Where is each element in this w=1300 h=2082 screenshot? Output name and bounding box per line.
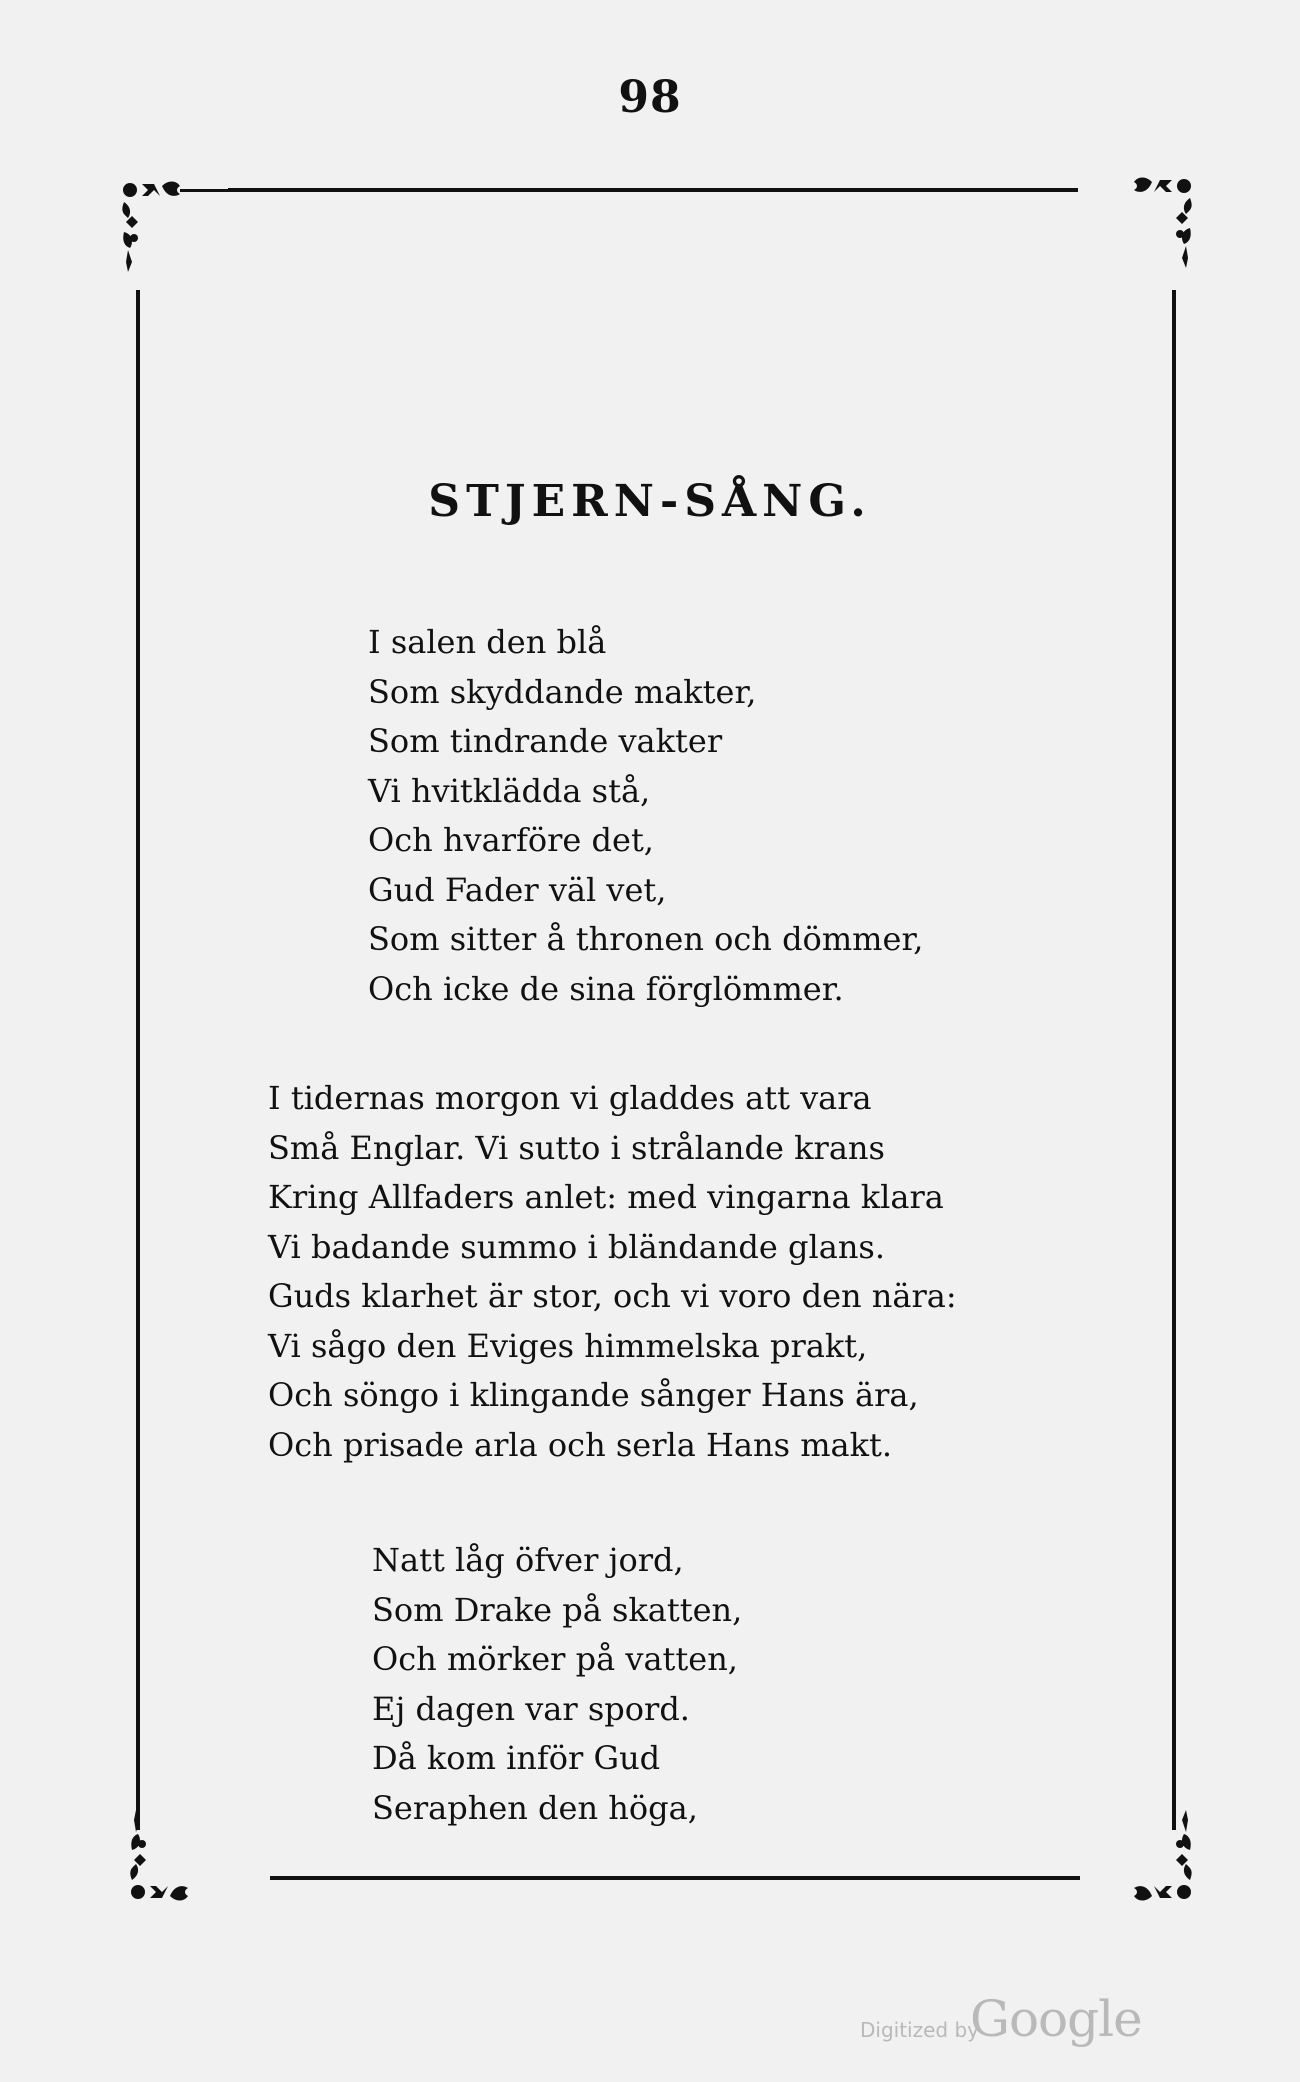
poem-line: Och prisade arla och serla Hans makt. [268,1425,893,1464]
poem-line: Ej dagen var spord. [372,1689,690,1728]
poem-line: Vi hvitklädda stå, [368,771,651,810]
poem-line: Som Drake på skatten, [372,1590,743,1629]
stanza-2 [268,1074,957,1470]
poem-line: Som skyddande makter, [368,672,757,711]
poem-line: Gud Fader väl vet, [368,870,667,909]
poem-line: Natt låg öfver jord, [372,1541,684,1579]
poem-line: Små Englar. Vi sutto i strålande krans [268,1128,885,1167]
poem-line: Seraphen den höga, [372,1788,698,1827]
poem-line: Som sitter å thronen och dömmer, [368,920,924,958]
poem-line: I tidernas morgon vi gladdes att vara [268,1079,872,1117]
frame-top-rule [228,188,1078,192]
poem-line: Vi badande summo i bländande glans. [268,1227,886,1266]
poem-line: Och söngo i klingande sånger Hans ära, [268,1376,919,1414]
poem-line: Och hvarföre det, [368,821,654,859]
floral-corner-icon [1086,1800,1196,1910]
stanza-3 [372,1536,742,1833]
poem-line: Och mörker på vatten, [372,1640,738,1678]
stanza-1 [368,618,923,1014]
poem-line: Guds klarhet är stor, och vi voro den nära: [268,1277,957,1315]
floral-corner-icon [1086,168,1196,278]
poem-line: Kring Allfaders anlet: med vingarna klara [268,1178,944,1216]
watermark-brand: Google [970,1990,1142,2048]
poem-title: STJERN-SÅNG. [428,476,872,527]
poem-line: Som tindrande vakter [368,722,723,760]
page-number: 98 [618,72,682,123]
poem-line: Då kom inför Gud [372,1739,661,1777]
floral-corner-icon [126,1800,236,1910]
floral-corner-icon [118,172,228,282]
frame-bottom-rule [270,1876,1080,1880]
digitized-watermark [860,1990,1142,2050]
poem-line: Och icke de sina förglömmer. [368,969,844,1008]
watermark-prefix: Digitized by [860,2018,979,2042]
poem-line: I salen den blå [368,623,607,661]
poem-line: Vi sågo den Eviges himmelska prakt, [268,1326,868,1365]
